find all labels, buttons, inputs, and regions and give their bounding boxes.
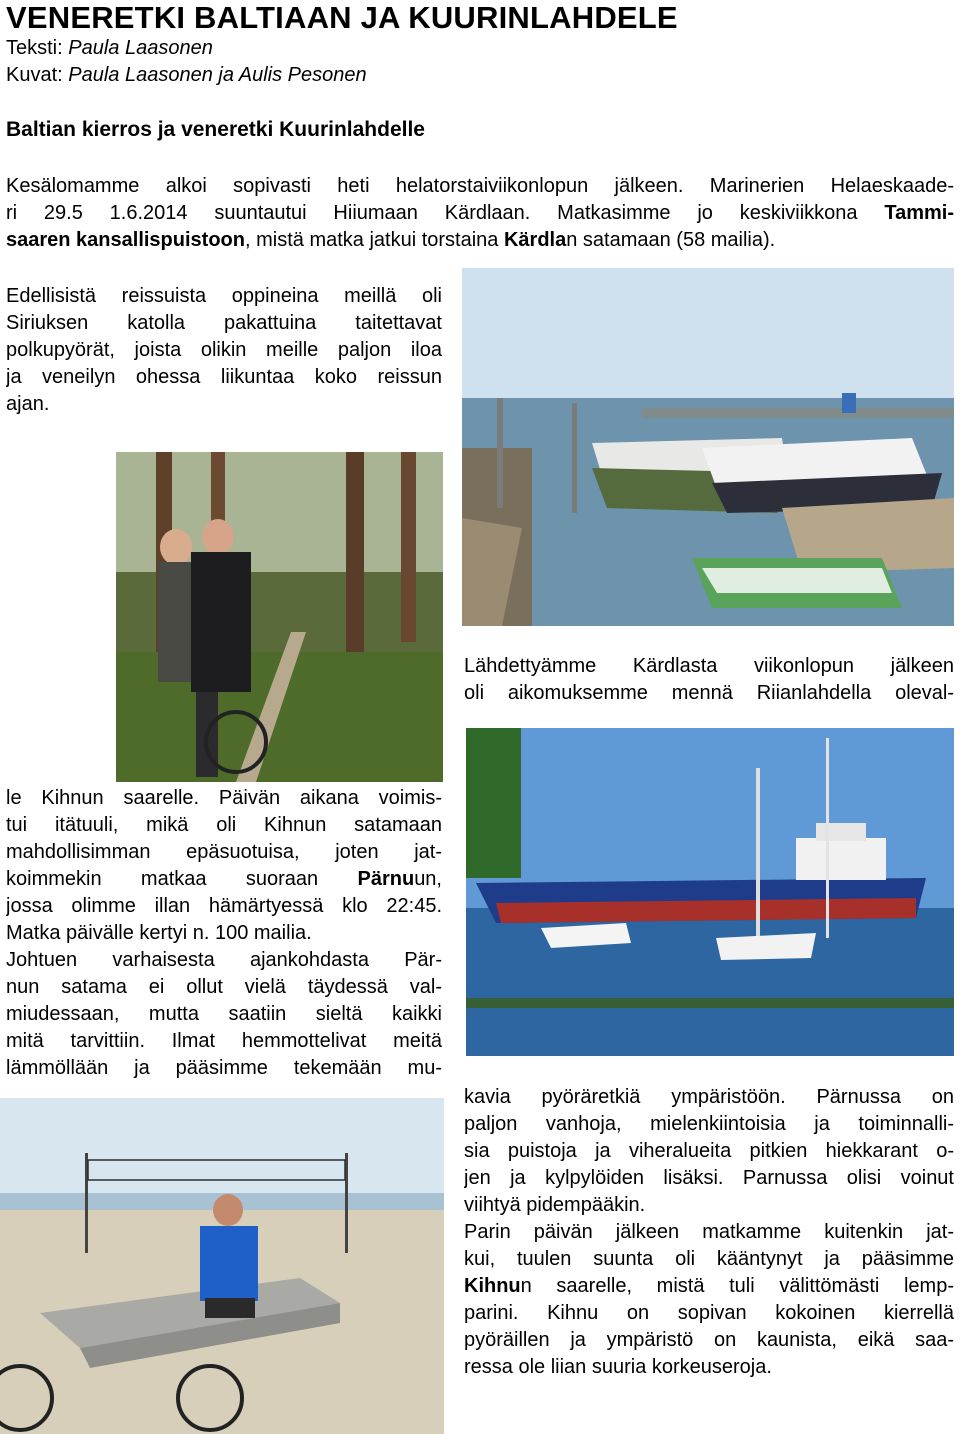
text-line: miudessaan, mutta saatiin sieltä kaikki <box>6 1003 442 1025</box>
text-line: kui, tuulen suunta oli kääntynyt ja pääsimme <box>464 1248 954 1270</box>
text-credit: Teksti: Paula Laasonen <box>6 37 213 59</box>
forest-bikers-photo <box>116 452 443 782</box>
text-line: mitä tarvittiin. Ilmat hemmottelivat meitä <box>6 1030 442 1052</box>
intro-line: ri 29.5 1.6.2014 suuntautui Hiiumaan Kärdlaan. Matkasimme jo keskiviikkona Tammi- <box>6 202 954 224</box>
text-line: pyöräillen ja ympäristö on kaunista, eikä saa- <box>464 1329 954 1351</box>
kihnu-paragraph <box>6 785 442 1082</box>
text-line: ressa ole liian suuria korkeuseroja. <box>464 1356 772 1378</box>
text-line: koimmekin matkaa suoraan Pärnuun, <box>6 868 442 890</box>
text-line: jen ja kylpylöiden lisäksi. Parnussa olisi voinut <box>464 1167 954 1189</box>
parnu-paragraph <box>464 1084 954 1381</box>
text-line: parini. Kihnu on sopivan kokoinen kierrellä <box>464 1302 954 1324</box>
bikes-paragraph <box>6 283 442 418</box>
text-line: tui itätuuli, mikä oli Kihnun satamaan <box>6 814 442 836</box>
photo-credit: Kuvat: Paula Laasonen ja Aulis Pesonen <box>6 64 367 86</box>
text-line: paljon vanhoja, mielenkiintoisia ja toiminnalli- <box>464 1113 954 1135</box>
text-line: kavia pyöräretkiä ympäristöön. Pärnussa on <box>464 1086 954 1108</box>
text-line: le Kihnun saarelle. Päivän aikana voimis- <box>6 787 442 809</box>
text-line: lämmöllään ja pääsimme tekemään mu- <box>6 1057 442 1079</box>
departure-paragraph <box>464 653 954 707</box>
text-line: Siriuksen katolla pakattuina taitettavat <box>6 312 442 334</box>
text-line: mahdollisimman epäsuotuisa, joten jat- <box>6 841 442 863</box>
text-line: jossa olimme illan hämärtyessä klo 22:45. <box>6 895 442 917</box>
intro-paragraph <box>6 173 954 254</box>
text-line: viihtyä pidempääkin. <box>464 1194 646 1216</box>
harbor-photo <box>462 268 954 626</box>
text-line: Johtuen varhaisesta ajankohdasta Pär- <box>6 949 442 971</box>
article-subheading: Baltian kierros ja veneretki Kuurinlahdelle <box>6 118 425 141</box>
intro-line: Kesälomamme alkoi sopivasti heti helatorstaiviikonlopun jälkeen. Marinerien Helaeskaade- <box>6 175 954 197</box>
article-title: VENERETKI BALTIAAN JA KUURINLAHDELE <box>6 0 678 35</box>
text-line: Matka päivälle kertyi n. 100 mailia. <box>6 922 312 944</box>
text-line: Edellisistä reissuista oppineina meillä oli <box>6 285 442 307</box>
text-line: oli aikomuksemme mennä Riianlahdella oleval- <box>464 682 954 704</box>
intro-line: saaren kansallispuistoon, mistä matka jatkui torstaina Kärdlan satamaan (58 mailia). <box>6 229 776 251</box>
text-line: ja veneilyn ohessa liikuntaa koko reissun <box>6 366 442 388</box>
text-line: Parin päivän jälkeen matkamme kuitenkin jat- <box>464 1221 954 1243</box>
parnu-harbor-photo <box>466 728 954 1056</box>
beach-photo <box>0 1098 444 1434</box>
text-line: Kihnun saarelle, mistä tuli välittömästi lemp- <box>464 1275 954 1297</box>
text-line: Lähdettyämme Kärdlasta viikonlopun jälkeen <box>464 655 954 677</box>
text-line: nun satama ei ollut vielä täydessä val- <box>6 976 442 998</box>
text-line: ajan. <box>6 393 50 415</box>
text-line: sia puistoja ja viheralueita pitkien hiekkarant o- <box>464 1140 954 1162</box>
text-line: polkupyörät, joista olikin meille paljon iloa <box>6 339 442 361</box>
